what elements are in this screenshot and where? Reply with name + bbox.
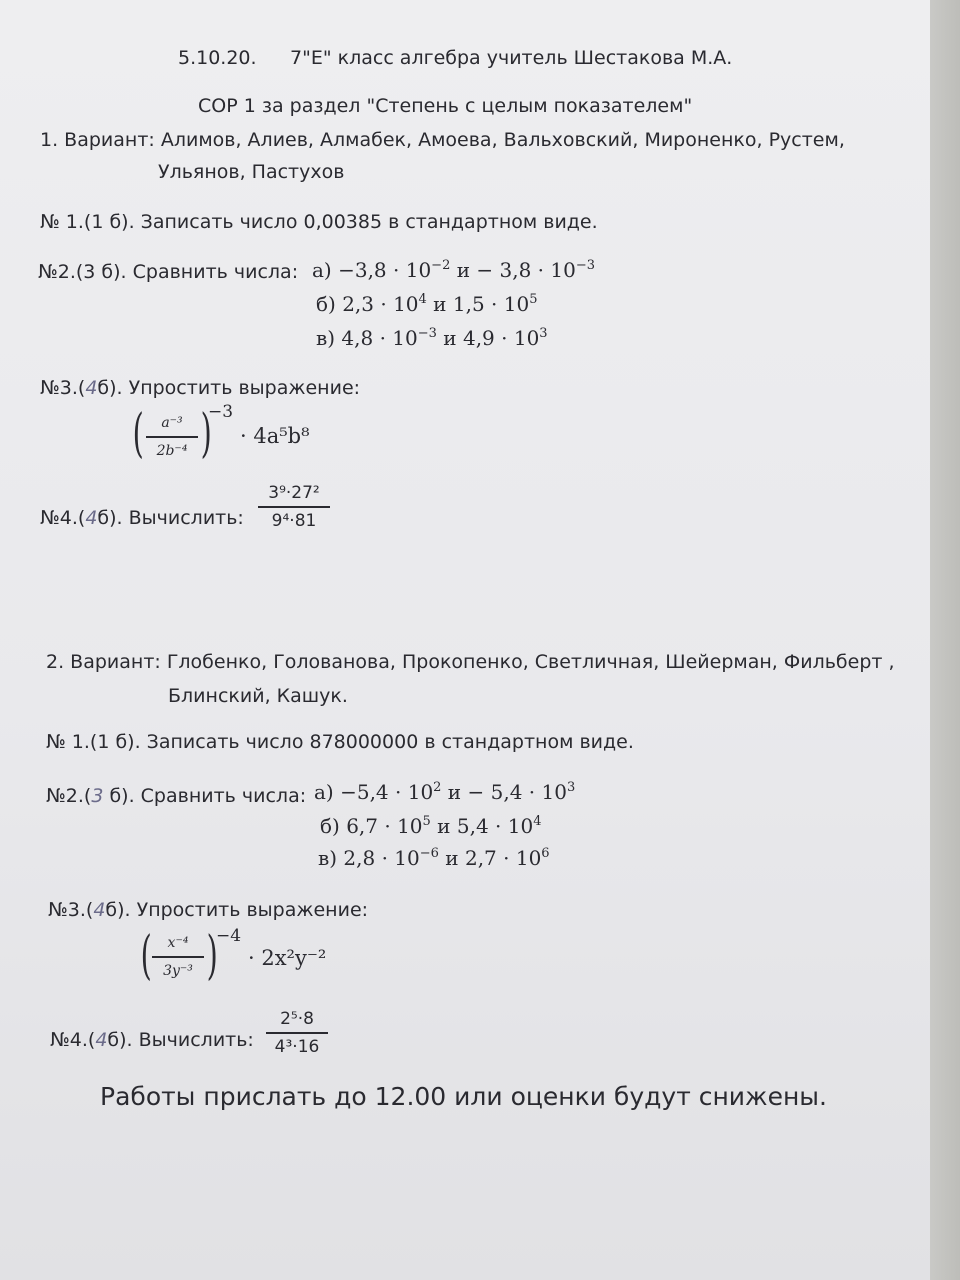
v1-task3-denominator: 2b⁻⁴ xyxy=(156,442,188,459)
v1-task3: №3.(4б). Упростить выражение: xyxy=(40,377,361,399)
date: 5.10.20. xyxy=(178,47,257,69)
v2-task3-denominator: 3y⁻³ xyxy=(163,962,193,979)
v1-task4-points: 4 xyxy=(85,507,98,529)
v1-left-paren: ( xyxy=(132,404,144,464)
v2-task4-numerator: 2⁵·8 xyxy=(280,1009,314,1029)
v1-task3-fraction xyxy=(146,412,198,462)
v2-task3: №3.(4б). Упростить выражение: xyxy=(48,899,369,921)
v2-task3-exponent: −4 xyxy=(216,926,242,946)
deadline-note: Работы прислать до 12.00 или оценки будут снижены. xyxy=(100,1082,827,1111)
v2-task4-points: 4 xyxy=(95,1029,108,1051)
v2-task3-points: 4 xyxy=(93,899,106,921)
v2-task4-denominator: 4³·16 xyxy=(274,1036,320,1057)
v2-task4-fraction xyxy=(266,1008,328,1058)
variant1-names-line1: 1. Вариант: Алимов, Алиев, Алмабек, Амоева, Вальховский, Мироненко, Рустем, xyxy=(40,129,845,151)
v2-right-paren: ) xyxy=(206,926,218,986)
v1-task3-exponent: −3 xyxy=(208,402,234,422)
v1-task3-points: 4 xyxy=(85,377,98,399)
v1-task4-numerator: 3⁹·27² xyxy=(268,483,320,503)
v2-task3-fraction xyxy=(152,932,204,982)
v1-task2-c: в) $4,8 \cdot 10^{-3}$ и $4,9 \cdot 10^3$ xyxy=(316,326,548,350)
v1-right-paren: ) xyxy=(200,404,212,464)
v1-task4-denominator: 9⁴·81 xyxy=(271,510,317,531)
variant1-names-line2: Ульянов, Пастухов xyxy=(158,161,345,183)
v2-task1: № 1.(1 б). Записать число 878000000 в стандартном виде. xyxy=(46,731,634,753)
page-title: СОР 1 за раздел "Степень с целым показателем" xyxy=(198,95,693,117)
v1-task2-label: №2.(3 б). Сравнить числа: xyxy=(38,261,299,283)
class-info: 7"Е" класс алгебра учитель Шестакова М.А. xyxy=(290,47,733,69)
variant2-names-line2: Блинский, Кашук. xyxy=(168,685,348,707)
v1-task3-numerator: a⁻³ xyxy=(161,415,183,431)
v1-task4: №4.(4б). Вычислить: xyxy=(40,507,244,529)
v2-task2-label: №2.(3 б). Сравнить числа: xyxy=(46,785,307,807)
v1-task2-a: $а) -3,8 \cdot 10^{-2}$ $и - 3,8 \cdot 10^{-3}$ xyxy=(312,258,596,282)
v2-task3-numerator: x⁻⁴ xyxy=(167,935,189,951)
v2-task3-rest: · 2x²y⁻² xyxy=(248,946,327,970)
v2-task2-points: 3 xyxy=(91,785,104,807)
variant2-names-line1: 2. Вариант: Глобенко, Голованова, Прокопенко, Светличная, Шейерман, Фильберт , xyxy=(46,651,895,673)
v1-task4-fraction xyxy=(258,482,330,532)
v1-task2-b: б) $2,3 \cdot 10^4$ и $1,5 \cdot 10^5$ xyxy=(316,292,538,316)
v1-task3-rest: · 4a⁵b⁸ xyxy=(240,424,310,448)
v2-task2-c: в) $2,8 \cdot 10^{-6}$ и $2,7 \cdot 10^6$ xyxy=(318,846,550,870)
page-edge xyxy=(930,0,960,1280)
v2-left-paren: ( xyxy=(140,926,152,986)
v2-task2-a: $а) -5,4 \cdot 10^2$ $и - 5,4 \cdot 10^3$ xyxy=(314,780,576,804)
v2-task2-b: б) $6,7 \cdot 10^5$ и $5,4 \cdot 10^4$ xyxy=(320,814,542,838)
v2-task4: №4.(4б). Вычислить: xyxy=(50,1029,254,1051)
v1-task1: № 1.(1 б). Записать число 0,00385 в стандартном виде. xyxy=(40,211,598,233)
